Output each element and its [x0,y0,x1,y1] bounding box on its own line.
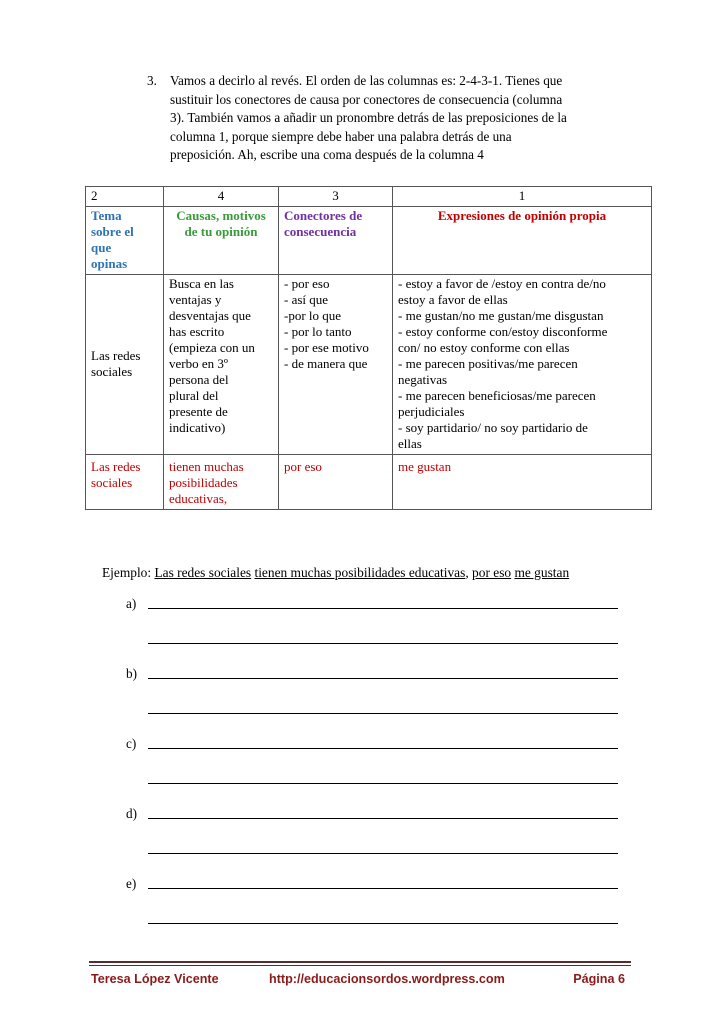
header-tema [86,207,164,275]
cell-text: - por lo tanto [284,324,352,339]
column-number: 4 [164,187,279,207]
instruction-number: 3. [147,73,157,88]
cell-text: (empieza con un [169,340,255,355]
cell-text: posibilidades [169,475,238,490]
instruction-line: 3). También vamos a añadir un pronombre detrás de las preposiciones de la [170,110,567,125]
answer-line[interactable] [126,701,626,718]
cell-text: por eso [284,459,322,474]
instruction-block [148,72,628,165]
cell-text: con/ no estoy conforme con ellas [398,340,570,355]
cell-text: ellas [398,436,422,451]
cell-text: presente de [169,404,228,419]
cell-text: plural del [169,388,219,403]
header-text: que [91,240,112,255]
header-conectores [279,207,393,275]
answer-label: a) [126,596,137,611]
example-label: Ejemplo: [102,565,152,580]
answer-label: e) [126,876,137,891]
answer-label: b) [126,666,137,681]
footer-author: Teresa López Vicente [91,972,219,986]
example-causa: tienen muchas posibilidades educativas [254,565,466,580]
cell-text: - me parecen positivas/me parecen [398,356,578,371]
cell-text: educativas, [169,491,228,506]
cell-text: - estoy a favor de /estoy en contra de/no [398,276,606,291]
header-text: de tu opinión [184,224,258,239]
answer-line[interactable] [126,806,626,823]
write-line[interactable] [148,608,618,609]
instruction-line: sustituir los conectores de causa por conectores de consecuencia (columna [170,91,563,107]
answer-line[interactable] [126,876,626,893]
cell-text: -por lo que [284,308,342,323]
write-line[interactable] [148,783,618,784]
cell-text: - por eso [284,276,330,291]
cell-causas [164,275,279,455]
answer-line[interactable] [126,666,626,683]
cell-text: Las redes [91,348,141,363]
example-expresion: me gustan [514,565,570,580]
write-line[interactable] [148,923,618,924]
header-text: Tema [91,208,122,223]
answer-line[interactable] [126,736,626,753]
footer-divider [89,961,631,963]
cell-text: persona del [169,372,229,387]
answer-line[interactable] [126,596,626,613]
instruction-line: Vamos a decirlo al revés. El orden de las columnas es: 2-4-3-1. Tienes que [170,73,563,88]
header-text: Conectores de [284,208,363,223]
header-row [86,207,652,275]
answer-line[interactable] [126,771,626,788]
cell-conectores [279,275,393,455]
options-row [86,275,652,455]
header-expresiones [393,207,652,275]
cell-expresiones [393,455,652,510]
column-number-row [86,187,652,207]
write-line[interactable] [148,853,618,854]
column-number: 3 [279,187,393,207]
cell-text: desventajas que [169,308,251,323]
header-text: sobre el [91,224,134,239]
example-comma: , [465,565,469,580]
footer-divider [89,965,631,966]
cell-text: Las redes [91,459,141,474]
cell-text: - estoy conforme con/estoy disconforme [398,324,608,339]
write-line[interactable] [148,713,618,714]
write-line[interactable] [148,818,618,819]
cell-text: perjudiciales [398,404,465,419]
header-text: opinas [91,256,128,271]
answer-line[interactable] [126,631,626,648]
write-line[interactable] [148,643,618,644]
cell-text: - por ese motivo [284,340,369,355]
cell-text: has escrito [169,324,225,339]
cell-text: indicativo) [169,420,226,435]
cell-text: - me parecen beneficiosas/me parecen [398,388,596,403]
answer-area [126,596,626,928]
cell-tema [86,455,164,510]
cell-text: sociales [91,475,133,490]
example-conector: por eso [472,565,512,580]
cell-text: verbo en 3º [169,356,228,371]
cell-text: - así que [284,292,329,307]
footer-url-link[interactable]: http://educacionsordos.wordpress.com [269,972,505,986]
cell-text: - soy partidario/ no soy partidario de [398,420,588,435]
header-text: consecuencia [284,224,357,239]
cell-text: sociales [91,364,133,379]
header-causas [164,207,279,275]
instruction-line: preposición. Ah, escribe una coma después de la columna 4 [170,147,484,162]
cell-text: ventajas y [169,292,222,307]
cell-text: negativas [398,372,448,387]
cell-tema [86,275,164,455]
cell-text: - me gustan/no me gustan/me disgustan [398,308,604,323]
cell-conectores [279,455,393,510]
answer-line[interactable] [126,841,626,858]
write-line[interactable] [148,748,618,749]
cell-text: estoy a favor de ellas [398,292,508,307]
cell-text: Busca en las [169,276,234,291]
column-number: 2 [86,187,164,207]
example-row [86,455,652,510]
write-line[interactable] [148,888,618,889]
write-line[interactable] [148,678,618,679]
footer-page-number: Página 6 [573,972,625,986]
sentence-table [85,186,652,510]
example-sentence [102,565,569,581]
cell-text: - de manera que [284,356,368,371]
answer-label: d) [126,806,137,821]
cell-text: tienen muchas [169,459,244,474]
instruction-line: columna 1, porque siempre debe haber una palabra detrás de una [170,128,512,144]
cell-text: me gustan [398,459,452,474]
cell-causas [164,455,279,510]
column-number: 1 [393,187,652,207]
header-text: Causas, motivos [176,208,266,223]
answer-line[interactable] [126,911,626,928]
answer-label: c) [126,736,137,751]
example-tema: Las redes sociales [154,565,252,580]
cell-expresiones [393,275,652,455]
header-text: Expresiones de opinión propia [437,208,607,223]
